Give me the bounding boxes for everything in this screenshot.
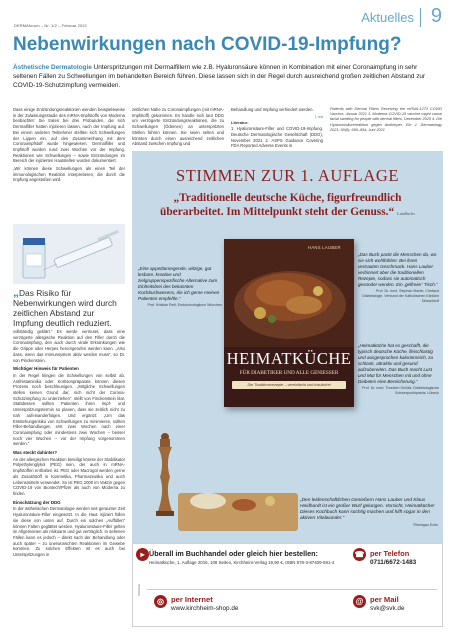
ad-marker: ANZEIGE — [137, 583, 141, 596]
mail-link[interactable]: svk@svk.de — [370, 605, 405, 612]
literature-list: Patients with Dermal Fillers Receiving the mRNA-1273 COVID Vaccine, Januar 2021 3. Moderna COVID-19 vaccine might cause facial swelling for people with dermal fillers, Dezember 2020 4. Die Hyaluronsäurereaktion gegen Antikörper. Ein J. Dermatology 2021; 60(6): 690–694, Juni 2021 — [330, 107, 442, 132]
page-number: 9 — [430, 5, 442, 27]
mail-label: per Mail — [370, 595, 399, 604]
paragraph: vollständig geklärt.“ Es werde vermutet, dass eine verzögerte allergische Reaktion auf den Filler durch die Coronaimpfung, den auch durch virale Erkrankungen wie die Grippe oder Herpes hervorgerufen werden kann. „Also dass, wenn das Immunsystem aktiv werden muss“, so Dr. von Pinckenstein. — [13, 329, 125, 363]
order-box — [132, 543, 443, 627]
review-author: Rheingau Echo — [413, 523, 438, 527]
paragraph: An der allergischen Reaktion beteiligt könnte der Stabilisator Polyethylenglykol (PEG) sein, der auch in mRNA-Impfstoffen enthalten ist. PEG oder Macrogol werden gerne als Zusatzstoff in Kosmetika, Pharmazeutika und auch Lebensmitteln verwendet. So ist PEG 2000 im Vakzin gegen COVID-19 von Biontech/Pfizer als auch von Moderna zu finden. — [13, 456, 125, 496]
cart-icon: ▸ — [136, 548, 149, 561]
web-link[interactable]: www.kirchheim-shop.de — [171, 605, 239, 612]
page-header — [0, 0, 454, 34]
article-headline: Nebenwirkungen nach COVID-19-Impfung? — [13, 34, 402, 55]
column-2 — [132, 107, 224, 149]
paragraph: „Wir können diese Schwellungen als einen Teil der immunologischen Reaktion interpretieren, die durch die Impfung angestoßen wird. — [13, 166, 125, 183]
column-3 — [231, 107, 323, 149]
article-lead — [13, 63, 441, 91]
roast-dish-icon — [224, 239, 354, 347]
ad-main-quote: „Traditionelle deutsche Küche, figurfreundlich überarbeitet. Im Mittelpunkt steht der Genuss.“ Landluchs — [159, 192, 415, 218]
review-left: „Eine appetitanregende, witzige, gut lesbare, kreative und zielgruppenspezifische Alternative zum Einheitsbrei des bekannten Kochbuchwesens, die ich gerne meinen Patienten empfehle.“ Prof. Kristian Rett, Endokrinologikum München — [138, 266, 222, 307]
column-1-bottom — [13, 329, 125, 624]
syringe-icon — [13, 224, 125, 284]
order-details: Heimatküche, 1. Auflage 2016, 108 Seiten, Kirchheim-Verlag 19,90 €, ISBN 978-3-87409-591-4 — [149, 560, 335, 565]
book-author: HANS LAUBER — [308, 245, 341, 250]
section-divider — [420, 8, 422, 27]
issue-meta: DERMAforum – Nr. 1/2 – Februar 2022 — [14, 23, 87, 28]
divider — [147, 589, 437, 590]
pepper-mill-icon — [154, 431, 176, 517]
paragraph: In der Regel klingen die Schwellungen von selbst ab. Antihistaminika oder Kortisonpräparate können diesen Prozess noch beschleunigen. „Mögliche Schwellungen stellen keinen Grund dar, sich nicht der Corona-Schutzimpfung zu unterziehen“, stellt von Finckenstein klar. Stattdessen sollten Patienten ihren Impf- und Unterspritzungstermin so planen, dass sie zeitlich nicht zu nah aufeinanderfolgen. Und ergänzt: „Um das Entstehungsrisiko von Schwellungen zu minimieren, sollten Filler-Behandlungen erst zwei Wochen nach einer Coronaimpfung oder mindestens zwei Wochen – besser noch vier Wochen – vor der Impfung vorgenommen werden.“ — [13, 372, 125, 447]
book-cover[interactable] — [224, 239, 354, 407]
subheading: Was steckt dahinter? — [13, 450, 57, 456]
literature-list: 1. Hyaluronsäure-Filler und COVID-19-Impfung. Deutsche Dermatologische Gesellschaft (DDG), November 2021 2. ASPS Guidance Covering FDA Reported Adverse Events in — [231, 126, 323, 149]
ad-banner: STIMMEN ZUR 1. AUFLAGE — [175, 166, 400, 185]
section-label: Aktuelles — [361, 10, 414, 25]
literature-heading: Literatur: — [231, 120, 249, 126]
review-author: Prof. Kristian Rett, Endokrinologikum München — [147, 303, 222, 307]
subheading: Einschätzung der DDG — [13, 499, 61, 505]
cutting-board-icon — [178, 471, 298, 531]
review-author: Prof. Dr. med. Stephan Martin, Chefarzt Diabetologie, Verbund der Katholischen Kliniken Düsseldorf — [362, 289, 439, 303]
web-label: per Internet — [171, 595, 213, 604]
subheading: Wichtiger Hinweis für Patienten — [13, 366, 79, 372]
pull-quote: „Das Risiko für Nebenwirkungen wird durch zeitlichen Abstand zur Impfung deutlich reduziert. — [13, 285, 117, 328]
book-band: Die Traditionsrezepte – vereinfacht und insulinfrei — [232, 381, 346, 389]
phone-label: per Telefon — [370, 549, 410, 558]
paragraph: Dass einige Entzündungsreaktionen wenden beispielsweise in der Zulassungsstudie des mRNA-Impfstoffs von Moderna beobachtet: Sie traten bei drei Probanden, die sich Dermalfiller hatten injizieren lassen, nach der Impfung auf. Bei einem anderen Teilnehmer stellten sich Schwellungen der Lippen ein, auf den Zusammenhang mit dem Coronaimpfstoff wurde hingewiesen. Dermalfiller und Impfstoff wurden rund zwei Wochen vor der Impfung. Reaktionen wie Schwellungen – sowie Entzündungen im Bereich der injizierten Hautstellen wurden dokumentiert. — [13, 107, 125, 164]
globe-icon: ◎ — [154, 595, 167, 608]
book-title: HEIMATKÜCHE — [226, 349, 352, 368]
author-tag: 1 red — [314, 114, 323, 119]
lead-text: Unterspritzungen mit Dermalfillern wie z.B. Hyaluronsäure können in Kombination mit einer Coronaimpfung in sehr seltenen Fällen zu Schwellungen im behandelten Bereich führen. Diese lassen sich in der Regel durch ausreichend großen zeitlichen Abstand zur COVID-19-Schutzimpfung vermeiden. — [13, 64, 426, 90]
book-advertisement — [132, 151, 443, 543]
book-subtitle: FÜR DIABETIKER UND ALLE GENIESSER — [239, 370, 339, 376]
column-1-top — [13, 107, 125, 223]
lead-label: Ästhetische Dermatologie — [13, 64, 92, 71]
review-right-1: „Das Buch packt die Menschen da, wo sie sich wohlfühlen: Bei ihren vertrauten Geschmack. Hans Lauber verbinnert aber die traditionellen Rezepte, sodass sie automatisch gesünder werden. Ein ‚gelfreier‘ Tisch.“ Prof. Dr. med. Stephan Martin, Chefarzt Diabetologie, Verbund der Katholischen Kliniken Düsseldorf — [358, 252, 439, 303]
review-right-2: „Heimatküche hat es geschafft, die typisch deutsche Küche, fleischlastig und ausgesprochen kalorienreich, zu schlank, attraktiv und gesund aufzubereiten. Das Buch macht Lust und Mut für Menschen mit und ohne Diabetes eine Bereicherung.“ Prof. Dr. med. Thorsten Schütz, Diabetologische Schwerpunktpraxis, Lübeck — [358, 343, 439, 395]
phone-number[interactable]: 0711/6672-1483 — [370, 559, 417, 566]
paragraph: Behandlung und Impfung verhindert werden. — [231, 107, 314, 112]
paragraph: zeitlichen Nähe zu Coronaimpfungen (mit mRNA-Impfstoff) gekommen. Es handle sich laut DDG um verzögerte Entzündungsreaktionen, die zu Schwellungen (Ödemen) an unterspritzten Stellen führen können. Sie seien selten und könnten durch einen ausreichend zeitlichen Abstand zwischen Impfung und — [132, 107, 224, 147]
mail-icon: @ — [353, 595, 366, 608]
phone-icon: ☎ — [354, 550, 365, 559]
paragraph: In der ästhetischen Dermatologie werden seit geraumer Zeit Hyaluronsäure-Filler eingesetzt. In die Haut injiziert füllen sie diese von unten auf. Durch ein solches „Auffüllen“ können Falten geglättet werden. Hyaluronsäure-Filler gelten im Allgemeinen als risikoarm und gut verträglich. In seltenen Fällen kann es jedoch – direkt nach der Behandlung oder auch später – zu unerwünschten Reaktionen im Gewebe kommen. Zu solchen Effekten ist es auch bei Unterspritzungen in — [13, 506, 125, 558]
order-headline: Überall im Buchhandel oder gleich hier bestellen: — [149, 549, 318, 558]
quote-source: Landluchs — [397, 211, 415, 216]
vaccine-syringe-image — [13, 224, 125, 284]
column-4-literature — [330, 107, 442, 149]
review-author: Prof. Dr. med. Thorsten Schütz, Diabetologische Schwerpunktpraxis, Lübeck — [362, 386, 439, 395]
quote-mark-icon: „ — [13, 285, 19, 299]
review-bottom: „Den leidenschaftlichen Genießern Hans Lauber und Klaus Heidhardt ist ein großer Wurf gelungen. Vorsicht, Heimatküche! Dieses Kochbuch kann süchtig machen und hilft sogar in den aktiven Vitalwunder.“ Rheingau Echo — [300, 498, 438, 527]
